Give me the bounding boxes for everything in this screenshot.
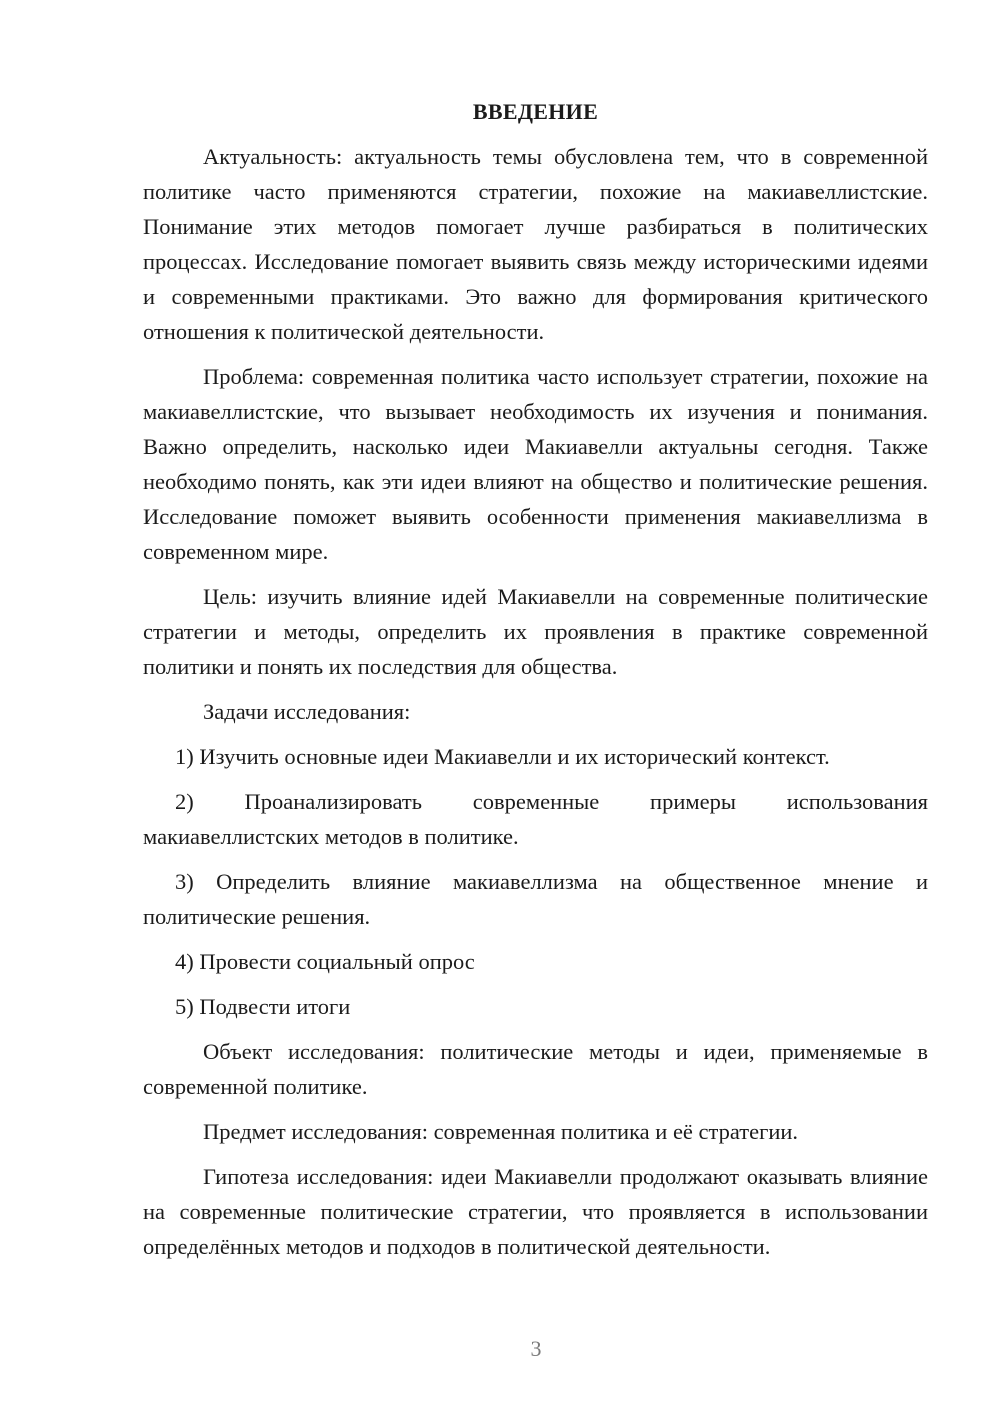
task-item-3: 3) Определить влияние макиавеллизма на общественное мнение и политические решения. xyxy=(143,869,928,929)
task-item-4: 4) Провести социальный опрос xyxy=(175,949,475,974)
paragraph-problem: Проблема: современная политика часто использует стратегии, похожие на макиавеллистские, что вызывает необходимость их изучения и понимания. Важно определить, насколько идеи Макиавелли актуальны сегодня. Также необходимо понять, как эти идеи влияют на общество и политические решения. Исследование поможет выявить особенности применения макиавеллизма в современном мире. xyxy=(143,364,928,564)
task-item-2: 2) Проанализировать современные примеры использования макиавеллистских методов в политике. xyxy=(143,789,928,849)
paragraph-relevance: Актуальность: актуальность темы обусловлена тем, что в современной политике часто применяются стратегии, похожие на макиавеллистские. Понимание этих методов помогает лучше разбираться в политических процессах. Исследование помогает выявить связь между историческими идеями и современными практиками. Это важно для формирования критического отношения к политической деятельности. xyxy=(143,144,928,344)
document-body xyxy=(143,94,928,1274)
page-number: 3 xyxy=(530,1336,542,1361)
paragraph-object: Объект исследования: политические методы и идеи, применяемые в современной политике. xyxy=(143,1039,928,1099)
paragraph-goal: Цель: изучить влияние идей Макиавелли на современные политические стратегии и методы, определить их проявления в практике современной политики и понять их последствия для общества. xyxy=(143,584,928,679)
tasks-heading: Задачи исследования: xyxy=(203,699,411,724)
task-item-5: 5) Подвести итоги xyxy=(175,994,351,1019)
paragraph-subject: Предмет исследования: современная политика и её стратегии. xyxy=(203,1119,799,1144)
paragraph-hypothesis: Гипотеза исследования: идеи Макиавелли продолжают оказывать влияние на современные политические стратегии, что проявляется в использовании определённых методов и подходов в политической деятельности. xyxy=(143,1164,928,1259)
page-title: ВВЕДЕНИЕ xyxy=(472,99,599,124)
task-item-1: 1) Изучить основные идеи Макиавелли и их исторический контекст. xyxy=(175,744,830,769)
